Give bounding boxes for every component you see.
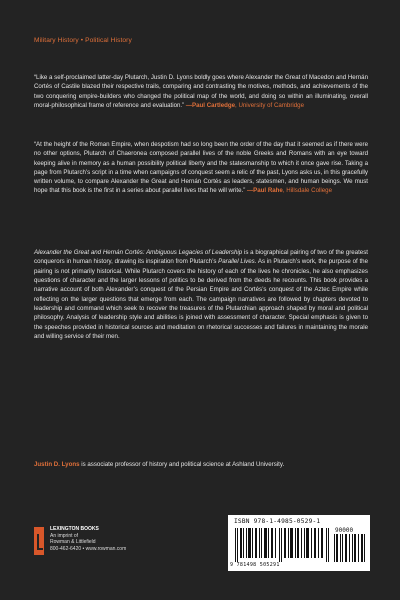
publisher-contact: 800-462-6420 • www.rowman.com bbox=[50, 545, 127, 552]
author-bio bbox=[34, 460, 368, 469]
publisher-info bbox=[50, 526, 126, 552]
book-description bbox=[34, 248, 368, 341]
attribution-name: —Paul Rahe bbox=[247, 187, 283, 195]
description-part-2: . As in Plutarch’s work, the purpose of the pairing is not primarily historical. While Plutarch covers the history of each of the lives he chronicles, he also emphasizes questions of character and the larger lessons of politics to be derived from the deeds he recounts. This book provides a narrative account of both Alexander’s conquest of the Persian Empire and Cortés’s conquest of the Aztec Empire while reflecting on the larger questions that emerge from each. The campaign narratives are followed by chapters devoted to leadership and command which seek to recover the treasures of the Plutarchian approach shaped by moral and political philosophy. Analysis of leadership style and abilities is joined with assessment of character. Special emphasis is given to the speeches provided in historical sources and meditation on rhetorical successes and failures in maintaining the morale and willing service of their men. bbox=[34, 258, 368, 341]
book-title: Alexander the Great and Hernán Cortés: Ambiguous Legacies of Leadership bbox=[34, 249, 243, 256]
parent-publisher: Rowman & Littlefield bbox=[50, 539, 96, 546]
category-line: Military History • Political History bbox=[34, 37, 132, 44]
blurb-text: “At the height of the Roman Empire, when despotism had so long been the order of the day that it seemed as if there were no other options, Plutarch of Chaeronea composed parallel lives of the noble Greeks and Romans with an eye toward keeping alive in memory as a human possibility political liberty and the statesmanship to which it once gave rise. Taking a page from Plutarch’s script in a time when campaigns of conquest seem a relic of the past, Lyons asks us, in this gracefully written volume, to compare Alexander the Great and Hernán Cortés as leaders, statesmen, and human beings. We must hope that this book is the first in a series about parallel lives that he will write.” bbox=[34, 141, 368, 195]
price-barcode-icon bbox=[334, 534, 366, 562]
publisher-logo-icon bbox=[34, 527, 44, 555]
blurb-attribution bbox=[247, 187, 332, 194]
author-bio-text: is associate professor of history and political science at Ashland University. bbox=[79, 461, 285, 468]
ean-barcode-icon bbox=[234, 528, 330, 562]
blurb-attribution bbox=[186, 102, 304, 109]
description-part-1: is a biographical pairing of two of the greatest conquerors in human history, drawing its inspiration from Plutarch’s bbox=[34, 249, 368, 266]
author-name: Justin D. Lyons bbox=[34, 461, 80, 468]
blurb-cartledge bbox=[34, 73, 368, 110]
attribution-institution: , Hillsdale College bbox=[282, 187, 332, 195]
isbn-label: ISBN 978-1-4985-0529-1 bbox=[234, 518, 321, 525]
imprint-line: An imprint of bbox=[50, 532, 79, 539]
blurb-rahe bbox=[34, 140, 368, 196]
barcode bbox=[228, 515, 370, 571]
ean-digits: 9 781498 505291 bbox=[230, 562, 280, 568]
attribution-institution: , University of Cambridge bbox=[235, 101, 304, 109]
blurb-text: “Like a self-proclaimed latter-day Plutarch, Justin D. Lyons boldly goes where Alexander the Great of Macedon and Hernán Cortés of Castile blazed their respective trails, comparing and contrasting the motives, methods, and achievements of the two conquering empire-builders who changed the political map of the world, and doing so within an illuminating, overall moral-philosophical frame of reference and evaluation.” bbox=[34, 74, 368, 109]
publisher-block bbox=[34, 523, 194, 563]
parallel-lives-title: Parallel Lives bbox=[218, 258, 255, 266]
publisher-name: LEXINGTON BOOKS bbox=[50, 526, 99, 532]
attribution-name: —Paul Cartledge bbox=[185, 101, 236, 109]
price-code: 90000 bbox=[335, 527, 354, 534]
